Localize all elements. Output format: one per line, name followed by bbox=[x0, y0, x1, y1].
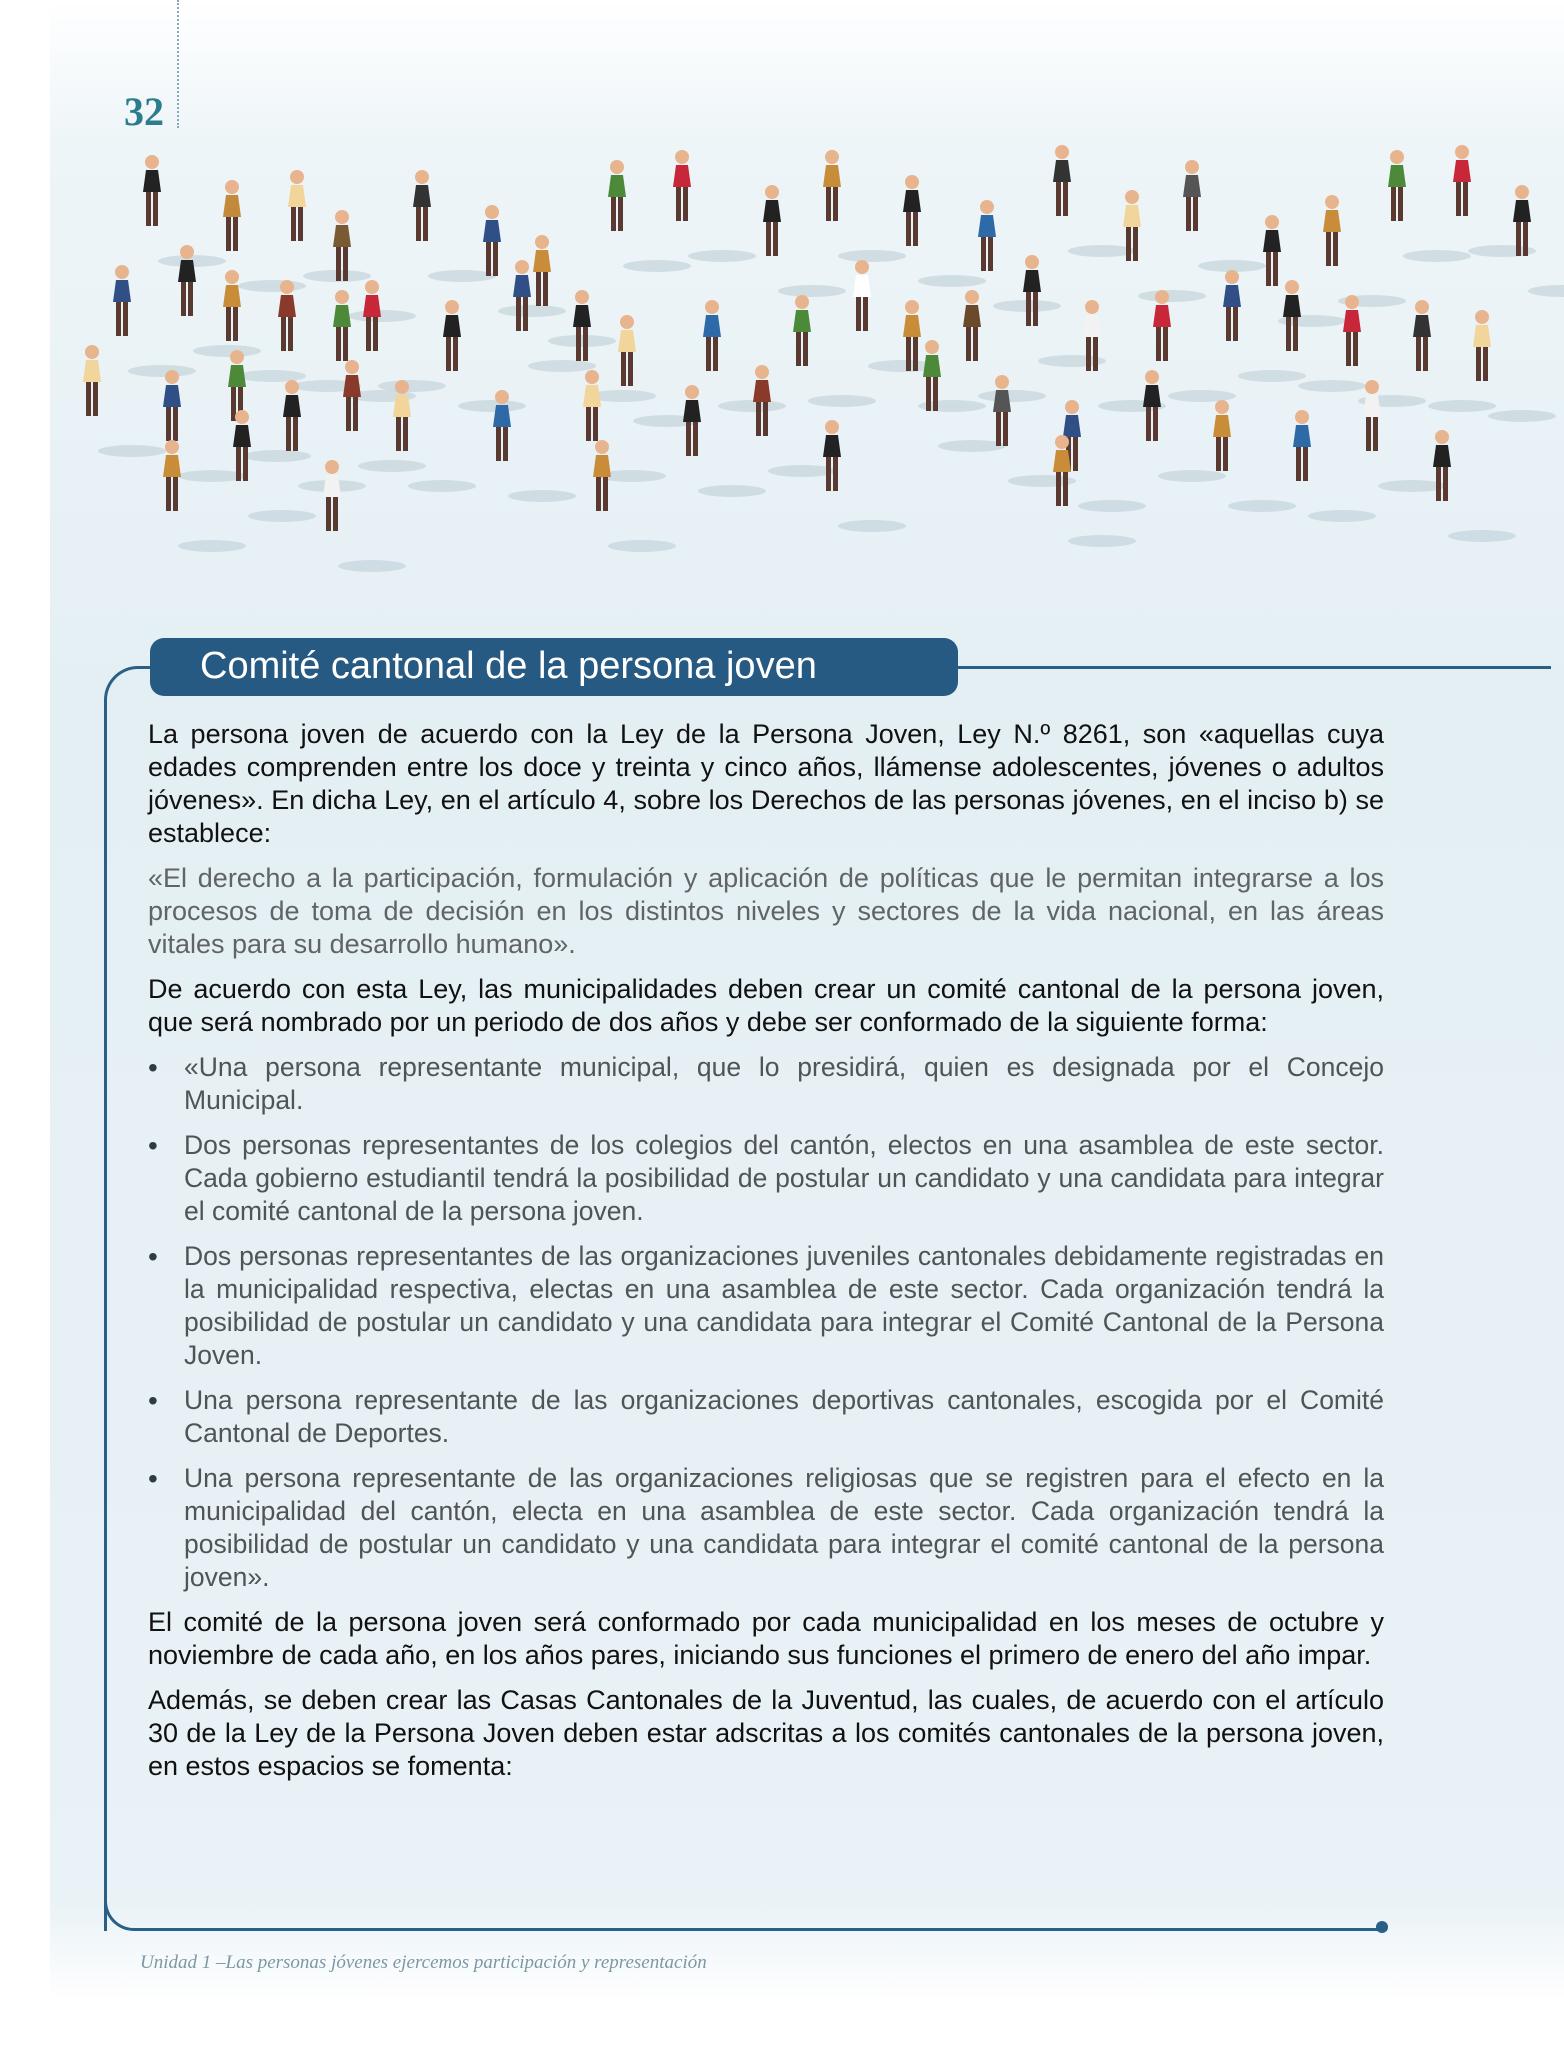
content-body bbox=[148, 718, 1384, 1795]
section-title: Comité cantonal de la persona joven bbox=[150, 638, 958, 696]
footer-unit-title: Unidad 1 –Las personas jóvenes ejercemos participación y representación bbox=[140, 1952, 707, 1973]
list-item: • Dos personas representantes de las organizaciones juveniles cantonales debidamente registradas en la municipalidad respectiva, electas en una asamblea de este sector. Cada organización tendrá la posibilidad de postular un candidato y una candidata para integrar el Comité Cantonal de la Persona Joven. bbox=[148, 1240, 1384, 1372]
list-item: • Una persona representante de las organizaciones deportivas cantonales, escogida por el Comité Cantonal de Deportes. bbox=[148, 1384, 1384, 1450]
page-number: 32 bbox=[124, 89, 164, 134]
paragraph-3: El comité de la persona joven será conformado por cada municipalidad en los meses de octubre y noviembre de cada año, en los años pares, iniciando sus funciones el primero de enero del año impar. bbox=[148, 1607, 1384, 1670]
law-quote: «El derecho a la participación, formulación y aplicación de políticas que le permitan integrarse a los procesos de toma de decisión en los distintos niveles y sectores de la vida nacional, en las áreas vitales para su desarrollo humano». bbox=[148, 863, 1384, 959]
content-frame-bottom bbox=[104, 1890, 1387, 1931]
list-item: • Una persona representante de las organizaciones religiosas que se registren para el efecto en la municipalidad del cantón, electa en una asamblea de este sector. Cada organización tendrá la posibilidad de postular un candidato y una candidata para integrar el comité cantonal de la persona joven». bbox=[148, 1462, 1384, 1594]
dotted-rule bbox=[177, 0, 179, 128]
frame-end-dot bbox=[1376, 1921, 1388, 1933]
list-item: • «Una persona representante municipal, que lo presidirá, quien es designada por el Concejo Municipal. bbox=[148, 1051, 1384, 1117]
crowd-figures bbox=[83, 145, 1564, 572]
paragraph-4: Además, se deben crear las Casas Cantonales de la Juventud, las cuales, de acuerdo con el artículo 30 de la Ley de la Persona Joven deben estar adscritas a los comités cantonales de la persona joven, en estos espacios se fomenta: bbox=[148, 1685, 1384, 1781]
paragraph-1: La persona joven de acuerdo con la Ley de la Persona Joven, Ley N.º 8261, son «aquellas cuya edades comprenden entre los doce y treinta y cinco años, llámense adolescentes, jóvenes o adultos jóvenes». En dicha Ley, en el artículo 4, sobre los Derechos de las personas jóvenes, en el inciso b) se establece: bbox=[148, 719, 1384, 848]
paragraph-2: De acuerdo con esta Ley, las municipalidades deben crear un comité cantonal de la persona joven, que será nombrado por un periodo de dos años y debe ser conformado de la siguiente forma: bbox=[148, 974, 1384, 1037]
committee-composition-list bbox=[148, 1051, 1384, 1594]
list-item: • Dos personas representantes de los colegios del cantón, electos en una asamblea de este sector. Cada gobierno estudiantil tendrá la posibilidad de postular un candidato y una candidata para integrar el comité cantonal de la persona joven. bbox=[148, 1129, 1384, 1228]
crowd-illustration bbox=[60, 140, 1564, 680]
